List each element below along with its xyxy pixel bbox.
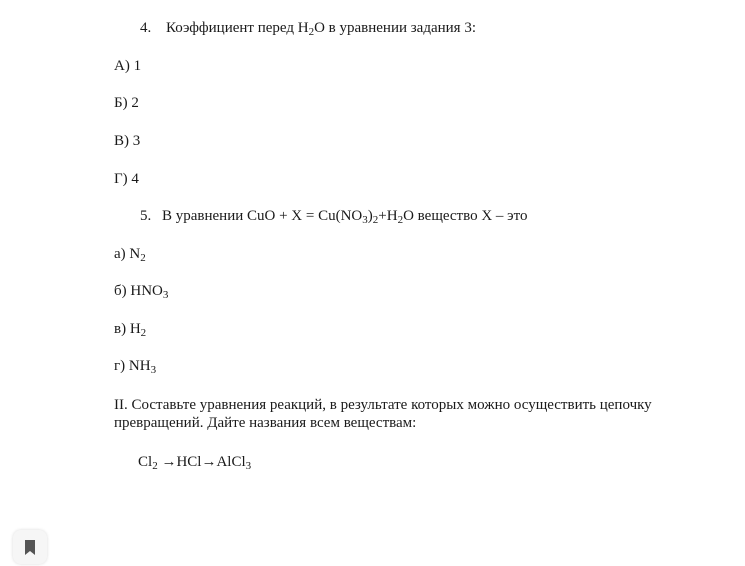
answer-option xyxy=(114,245,146,263)
question-number: 4. xyxy=(140,20,152,36)
answer-option xyxy=(114,282,168,300)
subscript: 2 xyxy=(308,26,315,38)
answer-option: В) 3 xyxy=(114,133,141,149)
answer-option: Г) 4 xyxy=(114,171,139,187)
answer-option: А) 1 xyxy=(114,58,142,74)
question-4-title xyxy=(140,19,476,37)
subscript: 2 xyxy=(152,460,158,472)
chain-text: Cl xyxy=(138,454,153,470)
subscript: 3 xyxy=(362,214,368,226)
option-text: в) H xyxy=(114,321,141,337)
chain-text: →HCl→AlCl xyxy=(157,454,246,470)
answer-option xyxy=(114,320,146,338)
answer-option xyxy=(114,357,156,375)
subscript: 3 xyxy=(162,289,169,301)
question-text: O вещество X – это xyxy=(403,208,528,224)
question-text: Коэффициент перед H xyxy=(166,20,309,36)
option-text: г) NH xyxy=(114,358,151,374)
subscript: 2 xyxy=(140,252,146,264)
reaction-chain xyxy=(138,453,251,471)
subscript: 2 xyxy=(397,214,404,226)
subscript: 3 xyxy=(245,460,252,472)
question-text: ) xyxy=(367,208,373,224)
question-text: +H xyxy=(378,208,398,224)
answer-option: Б) 2 xyxy=(114,95,139,111)
question-text: В уравнении CuO + X = Cu(NO xyxy=(162,208,363,224)
question-text: O в уравнении задания 3: xyxy=(314,20,476,36)
question-number: 5. xyxy=(140,208,152,224)
option-text: а) N xyxy=(114,246,141,262)
subscript: 2 xyxy=(140,327,147,339)
bookmark-icon xyxy=(24,540,36,555)
bookmark-button[interactable] xyxy=(13,530,47,564)
section-2-instructions: II. Составьте уравнения реакций, в результате которых можно осуществить цепочку превращений. Дайте названия всем веществам: xyxy=(114,397,652,431)
option-text: б) HNO xyxy=(114,283,163,299)
question-5-title xyxy=(140,207,527,225)
subscript: 2 xyxy=(372,214,379,226)
subscript: 3 xyxy=(150,364,157,376)
